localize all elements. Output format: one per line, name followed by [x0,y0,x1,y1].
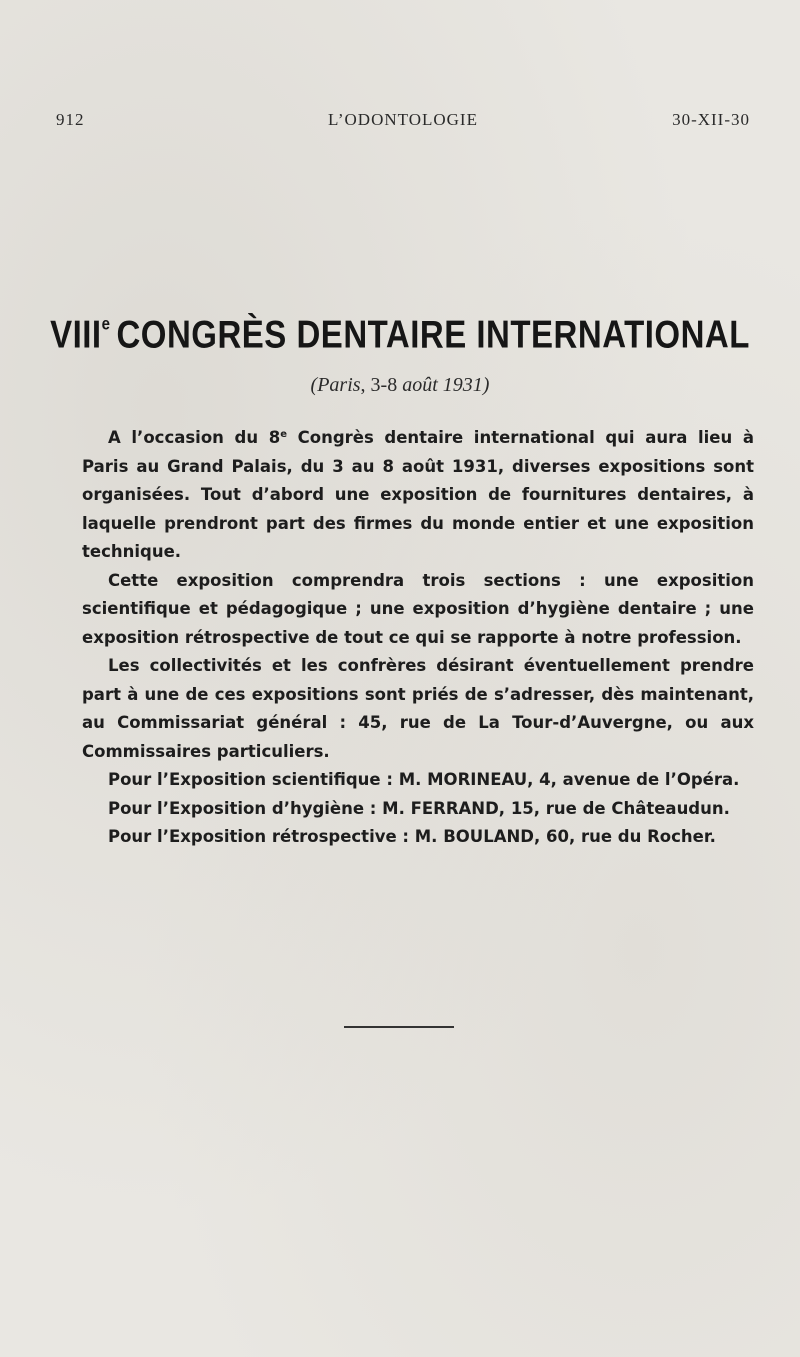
paragraph-intro-rest: Congrès dentaire international qui aura lieu à Paris au Grand Palais, du 3 au 8 août 1931, diverses expositions sont organisées. Tout d’abord une exposition de fournitures dentaires, à laquelle prendront part des firmes du monde entier et une exposition technique. [82,428,754,561]
article-title [0,312,800,357]
subtitle-month: août [402,374,438,396]
subtitle-place: Paris [317,374,361,396]
issue-date: 30-XII-30 [672,110,750,129]
paragraph-sections: Cette exposition comprendra trois sections : une exposition scientifique et pédagogique ; une exposition d’hygiène dentaire ; une exposition rétrospective de tout ce qui se rapporte à notre profession. [82,570,754,647]
article-body [82,424,754,852]
title-ordinal: VIII [50,312,102,356]
page-number: 912 [56,110,85,129]
paragraph-retrospective: Pour l’Exposition rétrospective : M. BOULAND, 60, rue du Rocher. [108,827,716,846]
title-ordinal-suffix: e [101,314,111,335]
journal-title: L’ODONTOLOGIE [328,110,478,129]
paragraph-hygiene: Pour l’Exposition d’hygiène : M. FERRAND, 15, rue de Châteaudun. [108,798,730,818]
section-end-rule [344,1026,454,1028]
running-head [56,110,750,134]
paragraph-intro [82,424,754,567]
paragraph-scientific: Pour l’Exposition scientifique : M. MORINEAU, 4, avenue de l’Opéra. [108,770,740,789]
subtitle-dates: , 3-8 [360,374,403,396]
subtitle-open: ( [310,374,318,396]
paragraph-intro-sup: e [280,429,288,440]
subtitle-year: 1931) [437,374,490,396]
title-main: CONGRÈS DENTAIRE INTERNATIONAL [116,312,750,356]
article-subtitle [0,374,800,397]
paragraph-intro-start: A l’occasion du 8 [108,428,281,447]
paragraph-contact: Les collectivités et les confrères désirant éventuellement prendre part à une de ces expositions sont priés de s’adresser, dès maintenant, au Commissariat général : 45, rue de La Tour-d’Auvergne, ou aux Commissaires particuliers. [82,656,754,761]
